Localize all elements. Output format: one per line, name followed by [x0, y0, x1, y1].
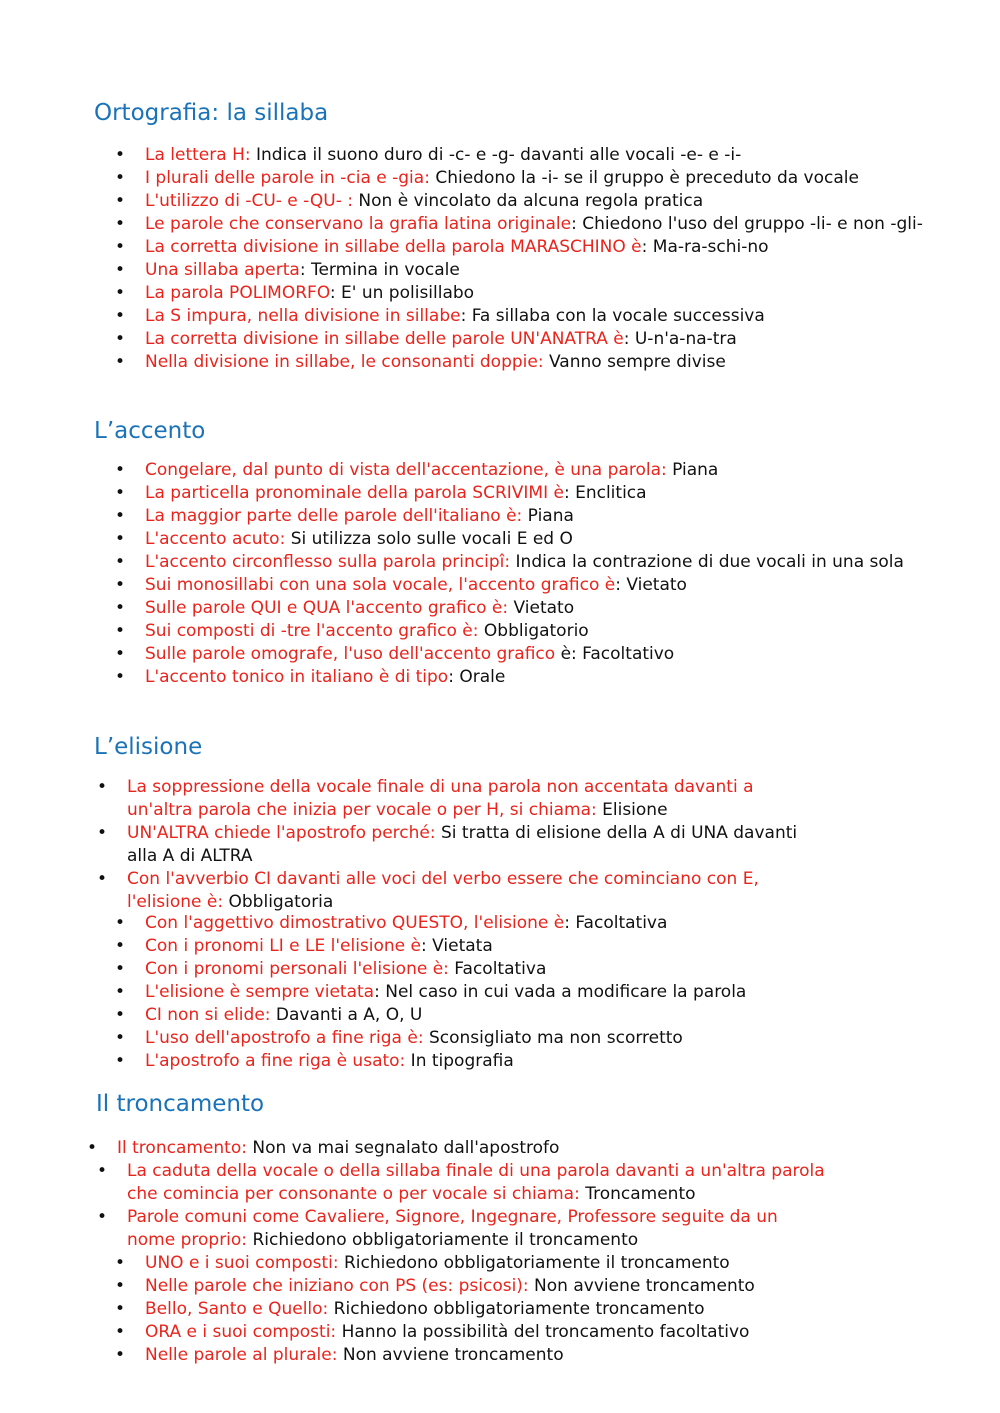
- question-text: UN'ALTRA chiede l'apostrofo perché:: [127, 823, 436, 843]
- answer-text: Si utilizza solo sulle vocali E ed O: [285, 529, 573, 549]
- answer-text: : Chiedono l'uso del gruppo -li- e non -gli-: [571, 214, 923, 234]
- list-item: [115, 1252, 935, 1275]
- question-text: Sulle parole QUI e QUA l'accento grafico è:: [145, 598, 509, 618]
- answer-text: : Orale: [448, 667, 506, 687]
- list-item: [115, 935, 935, 958]
- answer-text: : Enclitica: [563, 483, 647, 503]
- question-text: Parole comuni come Cavaliere, Signore, Ingegnare, Professore seguite da un nome proprio:: [127, 1207, 778, 1250]
- answer-text: : Termina in vocale: [299, 260, 460, 280]
- answer-text: Hanno la possibilità del troncamento facoltativo: [336, 1322, 750, 1342]
- list-item: [97, 822, 817, 868]
- list-item: [115, 259, 935, 282]
- question-text: I plurali delle parole in -cia e -gia:: [145, 168, 430, 188]
- question-text: Nelle parole che iniziano con PS (es: psicosi):: [145, 1276, 529, 1296]
- list-elisione-b: [115, 912, 935, 1073]
- question-text: Con l'avverbio CI davanti alle voci del verbo essere che cominciano con E, l'elisione è:: [127, 869, 759, 912]
- answer-text: Non è vincolato da alcuna regola pratica: [353, 191, 704, 211]
- list-item: [115, 282, 935, 305]
- list-item: [115, 144, 935, 167]
- answer-text: : Vietata: [421, 936, 493, 956]
- answer-text: : Nel caso in cui vada a modificare la parola: [374, 982, 747, 1002]
- list-item: [115, 1004, 935, 1027]
- question-text: La soppressione della vocale finale di una parola non accentata davanti a un'altra parola che inizia per vocale o per H, si chiama:: [127, 777, 754, 820]
- answer-text: : U-n'a-na-tra: [623, 329, 737, 349]
- question-text: Con l'aggettivo dimostrativo QUESTO, l'elisione è: [145, 913, 565, 933]
- list-elisione-a: [97, 776, 817, 914]
- question-text: La parola POLIMORFO: [145, 283, 330, 303]
- section-title-sillaba: Ortografia: la sillaba: [94, 100, 329, 126]
- list-troncamento-a: [87, 1137, 907, 1160]
- question-text: Nella divisione in sillabe, le consonanti doppie:: [145, 352, 544, 372]
- list-item: [115, 643, 935, 666]
- list-item: [115, 981, 935, 1004]
- list-item: [115, 958, 935, 981]
- question-text: L'accento acuto:: [145, 529, 286, 549]
- question-text: Una sillaba aperta: [145, 260, 300, 280]
- question-text: Bello, Santo e Quello:: [145, 1299, 329, 1319]
- question-text: Sulle parole omografe, l'uso dell'accento grafico: [145, 644, 556, 664]
- answer-text: Facoltativa: [448, 959, 547, 979]
- question-text: UNO e i suoi composti:: [145, 1253, 339, 1273]
- question-text: L'apostrofo a fine riga è usato:: [145, 1051, 406, 1071]
- question-text: La S impura, nella divisione in sillabe: [145, 306, 461, 326]
- question-text: L'accento circonflesso sulla parola principî:: [145, 552, 511, 572]
- list-item: [115, 1321, 935, 1344]
- list-troncamento-c: [115, 1252, 935, 1367]
- answer-text: : Vietato: [615, 575, 687, 595]
- question-text: La corretta divisione in sillabe della parola MARASCHINO è: [145, 237, 642, 257]
- answer-text: Non avviene troncamento: [337, 1345, 564, 1365]
- list-item: [115, 666, 935, 689]
- question-text: CI non si elide:: [145, 1005, 271, 1025]
- question-text: La corretta divisione in sillabe delle parole UN'ANATRA è: [145, 329, 624, 349]
- answer-text: Davanti a A, O, U: [270, 1005, 423, 1025]
- answer-text: : E' un polisillabo: [329, 283, 475, 303]
- answer-text: Indica il suono duro di -c- e -g- davanti alle vocali -e- e -i-: [250, 145, 742, 165]
- list-item: [115, 1298, 935, 1321]
- section-title-troncamento: Il troncamento: [96, 1091, 265, 1117]
- list-item: [97, 776, 817, 822]
- list-item: [115, 574, 935, 597]
- question-text: Congelare, dal punto di vista dell'accentazione, è una parola:: [145, 460, 667, 480]
- list-item: [97, 1160, 827, 1206]
- list-item: [115, 1050, 935, 1073]
- list-accento: [115, 459, 935, 689]
- list-item: [87, 1137, 907, 1160]
- list-item: [115, 551, 935, 574]
- list-item: [115, 328, 935, 351]
- answer-text: Troncamento: [579, 1184, 696, 1204]
- list-item: [115, 1344, 935, 1367]
- answer-text: Richiedono obbligatoriamente troncamento: [328, 1299, 705, 1319]
- list-item: [115, 305, 935, 328]
- list-item: [115, 620, 935, 643]
- answer-text: Sconsigliato ma non scorretto: [423, 1028, 683, 1048]
- answer-text: Richiedono obbligatoriamente il troncamento: [338, 1253, 730, 1273]
- question-text: L'elisione è sempre vietata: [145, 982, 375, 1002]
- question-text: Sui composti di -tre l'accento grafico è:: [145, 621, 479, 641]
- list-item: [115, 1027, 935, 1050]
- answer-text: Vanno sempre divise: [543, 352, 726, 372]
- answer-text: : Facoltativa: [564, 913, 668, 933]
- question-text: Sui monosillabi con una sola vocale, l'accento grafico è: [145, 575, 616, 595]
- list-item: [115, 236, 935, 259]
- answer-text: Non va mai segnalato dall'apostrofo: [246, 1138, 560, 1158]
- answer-text: In tipografia: [405, 1051, 514, 1071]
- question-text: Le parole che conservano la grafia latina originale: [145, 214, 572, 234]
- answer-text: Indica la contrazione di due vocali in una sola: [510, 552, 904, 572]
- answer-text: Piana: [522, 506, 574, 526]
- list-item: [115, 912, 935, 935]
- question-text: La lettera H:: [145, 145, 251, 165]
- list-item: [115, 482, 935, 505]
- question-text: L'utilizzo di -CU- e -QU- :: [145, 191, 354, 211]
- question-text: Il troncamento:: [117, 1138, 247, 1158]
- answer-text: : Fa sillaba con la vocale successiva: [460, 306, 765, 326]
- list-sillaba: [115, 144, 935, 374]
- question-text: La caduta della vocale o della sillaba finale di una parola davanti a un'altra parola che comincia per consonante o per vocale si chiama:: [127, 1161, 825, 1204]
- list-item: [115, 1275, 935, 1298]
- question-text: Nelle parole al plurale:: [145, 1345, 338, 1365]
- answer-text: : Ma-ra-schi-no: [641, 237, 769, 257]
- question-text: ORA e i suoi composti:: [145, 1322, 337, 1342]
- list-item: [115, 213, 935, 236]
- list-item: [115, 190, 935, 213]
- section-title-accento: L’accento: [94, 418, 206, 444]
- question-text: L'accento tonico in italiano è di tipo: [145, 667, 449, 687]
- list-item: [97, 868, 817, 914]
- answer-text: Piana: [666, 460, 719, 480]
- list-item: [115, 528, 935, 551]
- answer-text: Obbligatoria: [223, 892, 334, 912]
- question-text: Con i pronomi personali l'elisione è:: [145, 959, 449, 979]
- answer-text: Si tratta di elisione della A di UNA davanti alla A di ALTRA: [127, 823, 798, 866]
- list-item: [115, 597, 935, 620]
- answer-text: è: Facoltativo: [555, 644, 675, 664]
- list-item: [115, 459, 935, 482]
- question-text: L'uso dell'apostrofo a fine riga è:: [145, 1028, 424, 1048]
- list-item: [115, 351, 935, 374]
- answer-text: Richiedono obbligatoriamente il troncamento: [247, 1230, 639, 1250]
- question-text: Con i pronomi LI e LE l'elisione è: [145, 936, 421, 956]
- list-troncamento-b: [97, 1160, 827, 1252]
- section-title-elisione: L’elisione: [94, 734, 203, 760]
- answer-text: Obbligatorio: [478, 621, 589, 641]
- question-text: La maggior parte delle parole dell'italiano è:: [145, 506, 523, 526]
- answer-text: Elisione: [596, 800, 668, 820]
- list-item: [115, 167, 935, 190]
- list-item: [97, 1206, 827, 1252]
- answer-text: Chiedono la -i- se il gruppo è preceduto da vocale: [429, 168, 859, 188]
- question-text: La particella pronominale della parola SCRIVIMI è: [145, 483, 564, 503]
- answer-text: Vietato: [508, 598, 575, 618]
- list-item: [115, 505, 935, 528]
- answer-text: Non avviene troncamento: [528, 1276, 755, 1296]
